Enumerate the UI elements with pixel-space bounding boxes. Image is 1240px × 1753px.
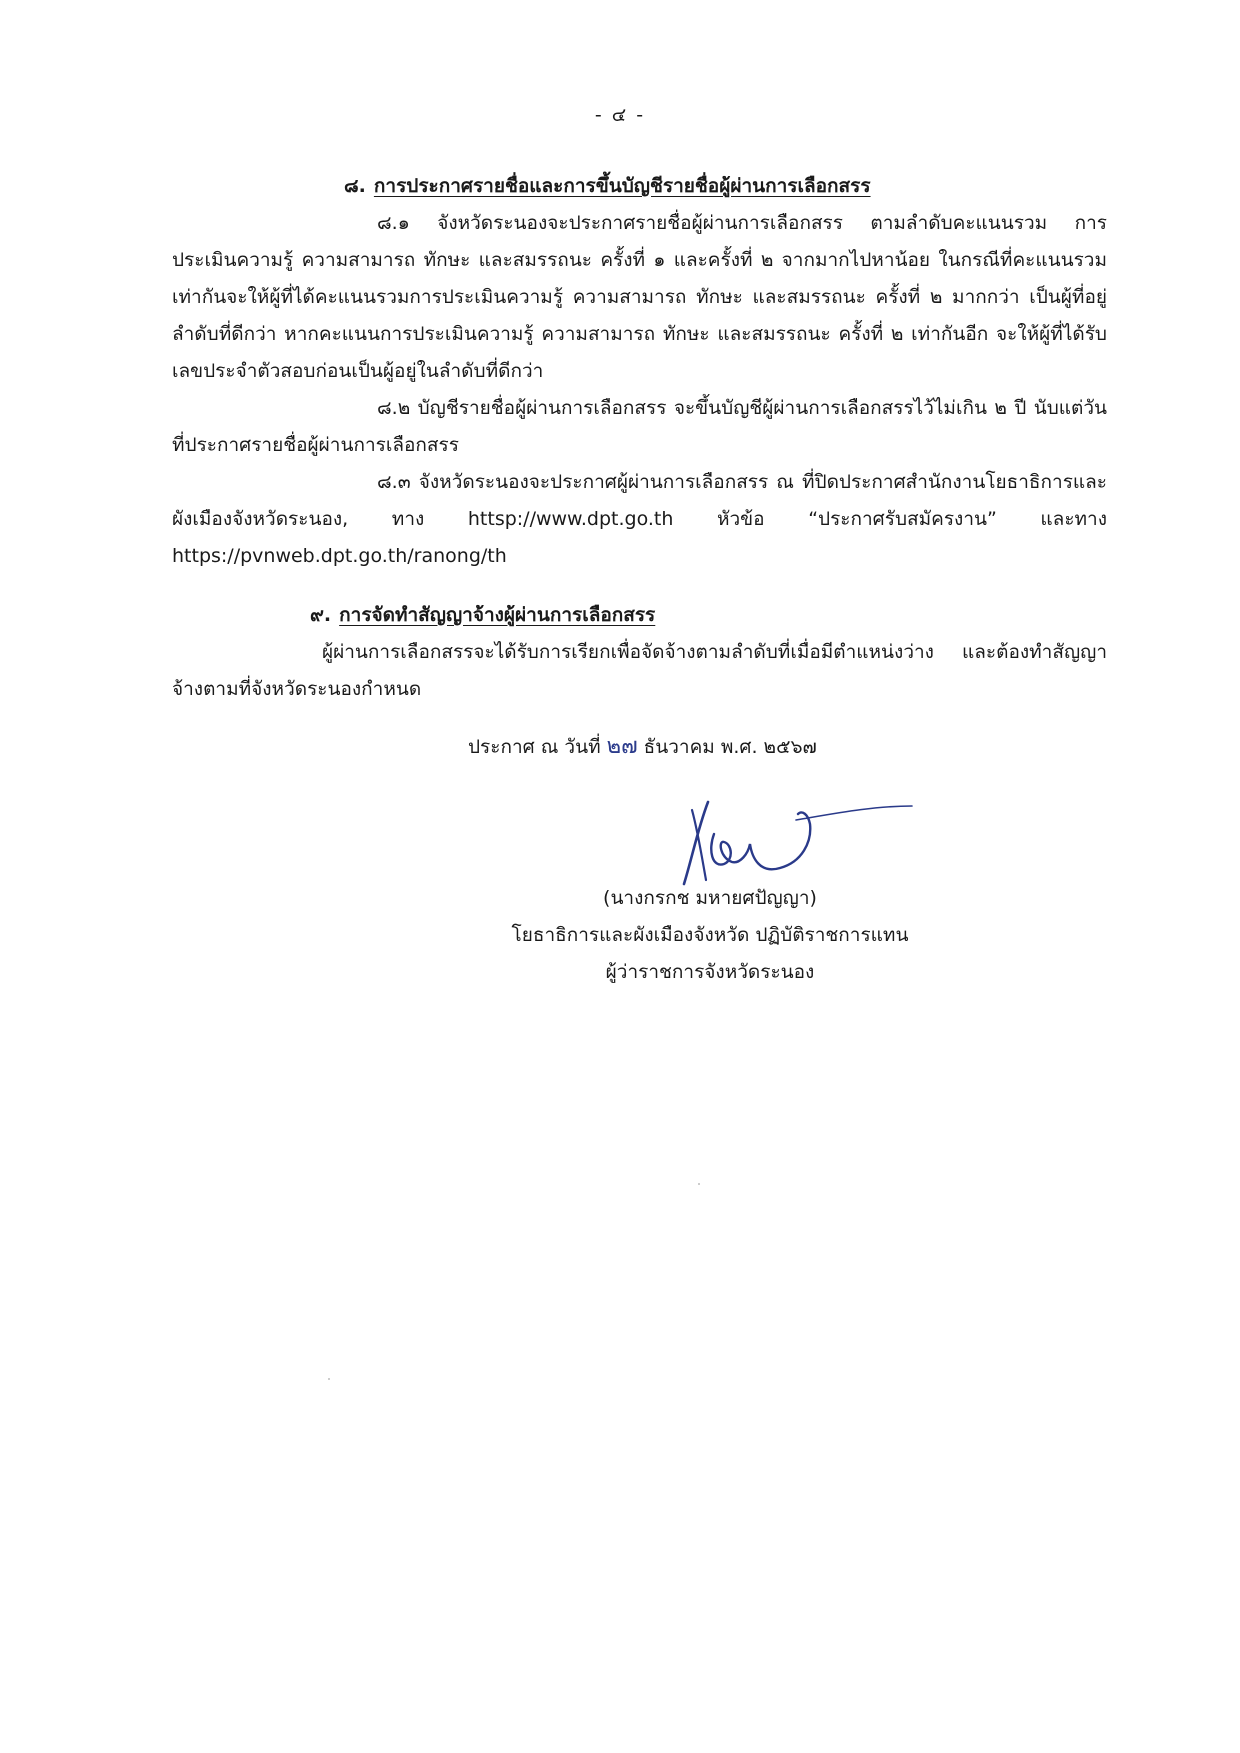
paragraph-8-2: ๘.๒ บัญชีรายชื่อผู้ผ่านการเลือกสรร จะขึ้นบัญชีผู้ผ่านการเลือกสรรไว้ไม่เกิน ๒ ปี นับแต่วันที่ประกาศรายชื่อผู้ผ่านการเลือกสรร bbox=[172, 397, 1107, 456]
signatory-name: (นางกรกช มหายศปัญญา) bbox=[603, 887, 817, 909]
page-number: - ๔ - bbox=[594, 104, 646, 126]
signatory-authority: ผู้ว่าราชการจังหวัดระนอง bbox=[605, 961, 815, 983]
announcement-prefix: ประกาศ ณ วันที่ bbox=[468, 736, 601, 758]
section-title: การจัดทำสัญญาจ้างผู้ผ่านการเลือกสรร bbox=[339, 604, 656, 626]
signatory-position: โยธาธิการและผังเมืองจังหวัด ปฏิบัติราชการแทน bbox=[511, 924, 909, 946]
handwritten-signature bbox=[662, 788, 922, 888]
section-number: ๘. bbox=[344, 175, 366, 197]
section-title: การประกาศรายชื่อและการขึ้นบัญชีรายชื่อผู้ผ่านการเลือกสรร bbox=[373, 175, 871, 197]
signatory-block bbox=[470, 880, 950, 991]
paragraph-8-1: ๘.๑ จังหวัดระนองจะประกาศรายชื่อผู้ผ่านการเลือกสรร ตามลำดับคะแนนรวม การประเมินความรู้ ความสามารถ ทักษะ และสมรรถนะ ครั้งที่ ๑ และครั้งที่ ๒ จากมากไปหาน้อย ในกรณีที่คะแนนรวมเท่ากันจะให้ผู้ที่ได้คะแนนรวมการประเมินความรู้ ความสามารถ ทักษะ และสมรรถนะ ครั้งที่ ๒ มากกว่า เป็นผู้ที่อยู่ลำดับที่ดีกว่า หากคะแนนการประเมินความรู้ ความสามารถ ทักษะ และสมรรถนะ ครั้งที่ ๒ เท่ากันอีก จะให้ผู้ที่ได้รับเลขประจำตัวสอบก่อนเป็นผู้อยู่ในลำดับที่ดีกว่า bbox=[172, 212, 1107, 382]
scan-speck bbox=[698, 1183, 700, 1185]
section-heading bbox=[0, 597, 1107, 634]
announcement-date bbox=[468, 728, 817, 766]
section-8 bbox=[0, 168, 1107, 575]
document-body bbox=[0, 168, 1107, 708]
paragraph-9: ผู้ผ่านการเลือกสรรจะได้รับการเรียกเพื่อจัดจ้างตามลำดับที่เมื่อมีตำแหน่งว่าง และต้องทำสัญญาจ้างตามที่จังหวัดระนองกำหนด bbox=[172, 641, 1107, 700]
announcement-month-year: ธันวาคม พ.ศ. ๒๕๖๗ bbox=[643, 736, 817, 758]
scan-speck bbox=[328, 1378, 330, 1380]
section-heading bbox=[0, 168, 1107, 205]
section-9 bbox=[0, 597, 1107, 708]
section-number: ๙. bbox=[310, 604, 332, 626]
announcement-day: ๒๗ bbox=[606, 734, 638, 759]
paragraph-8-3: ๘.๓ จังหวัดระนองจะประกาศผู้ผ่านการเลือกสรร ณ ที่ปิดประกาศสำนักงานโยธาธิการและผังเมืองจังหวัดระนอง, ทาง httsp://www.dpt.go.th หัวข้อ “ประกาศรับสมัครงาน” และทาง https://pvnweb.dpt.go.th/ranong/th bbox=[172, 471, 1107, 567]
